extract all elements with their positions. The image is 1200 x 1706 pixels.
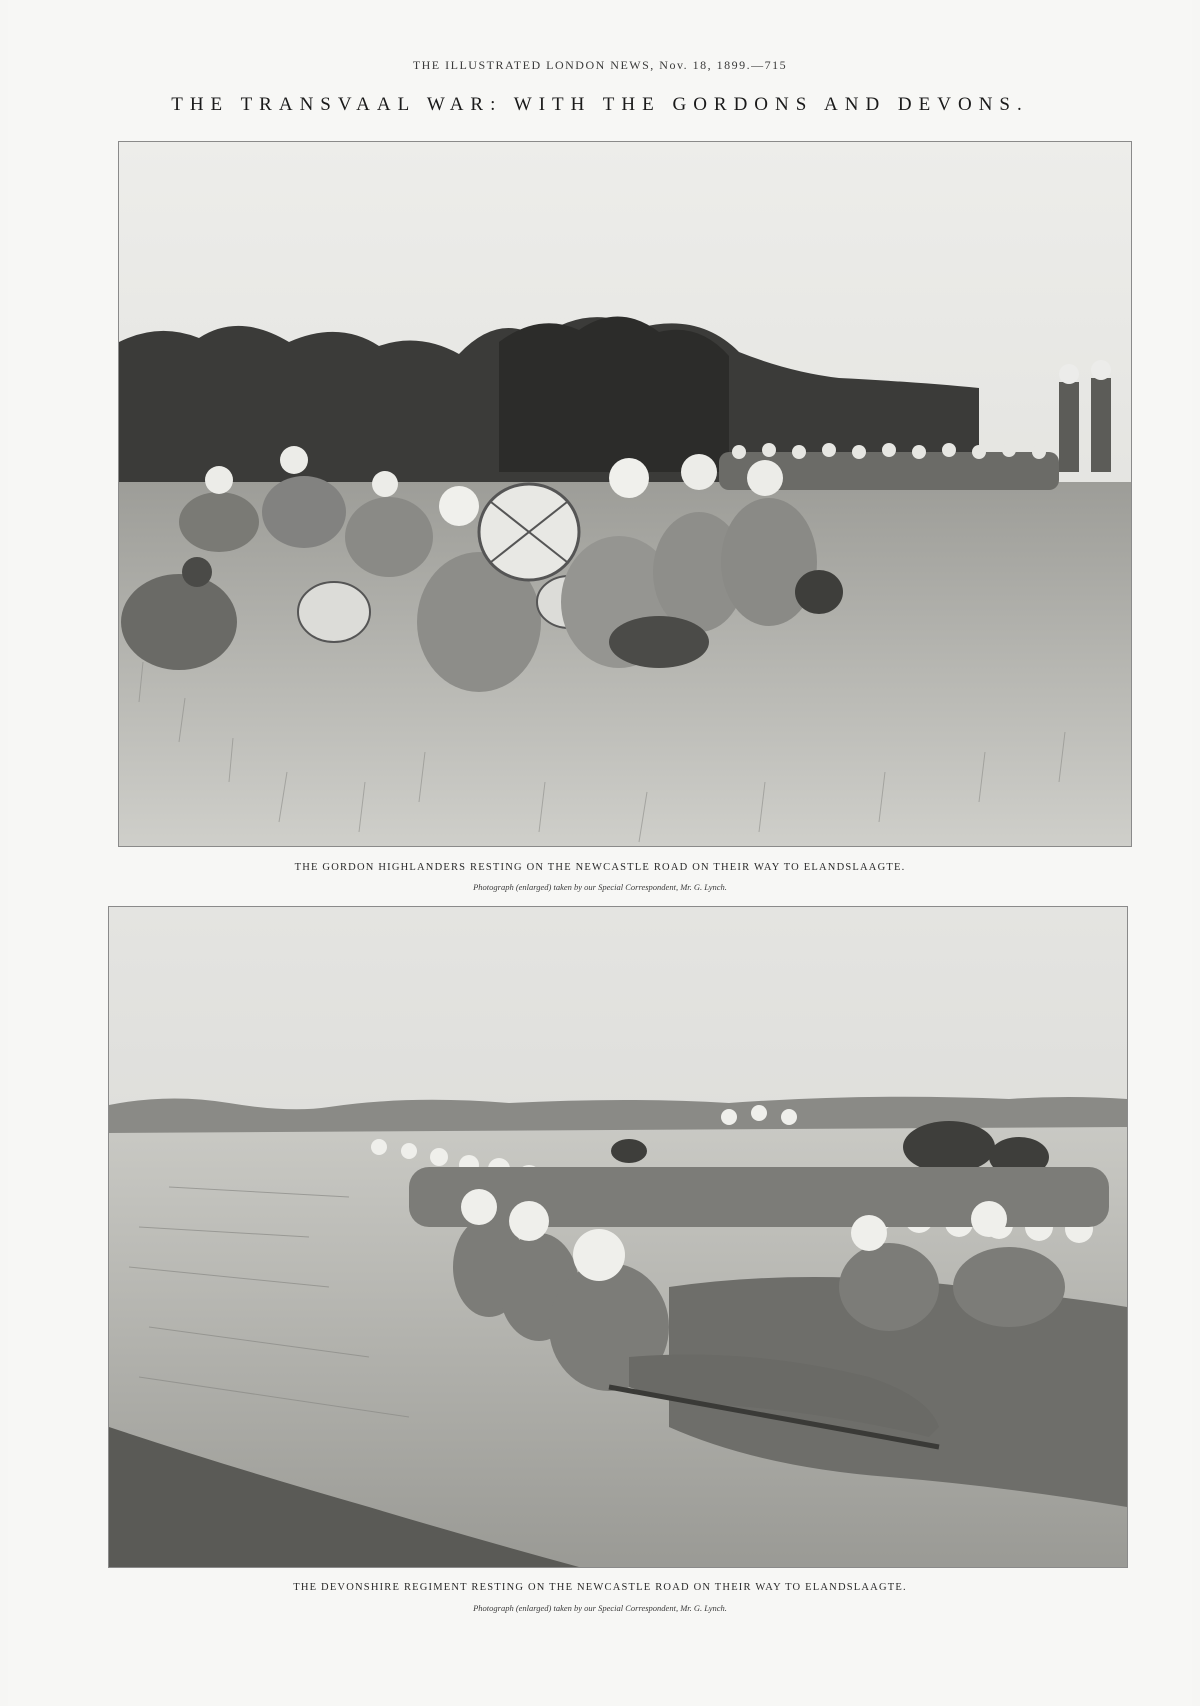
credit-gordon-highlanders: Photograph (enlarged) taken by our Special Correspondent, Mr. G. Lynch. <box>473 882 727 892</box>
credit-devonshire-regiment: Photograph (enlarged) taken by our Special Correspondent, Mr. G. Lynch. <box>473 1603 727 1613</box>
gordon-highlanders-engraving <box>119 142 1131 846</box>
page-title: THE TRANSVAAL WAR: WITH THE GORDONS AND DEVONS. <box>171 94 1029 115</box>
caption-devonshire-regiment: THE DEVONSHIRE REGIMENT RESTING ON THE NEWCASTLE ROAD ON THEIR WAY TO ELANDSLAAGTE. <box>293 1582 907 1593</box>
illustration-devonshire-regiment <box>108 906 1128 1568</box>
devonshire-regiment-engraving <box>109 907 1127 1567</box>
tree-cluster <box>499 316 729 472</box>
caption-gordon-highlanders: THE GORDON HIGHLANDERS RESTING ON THE NEWCASTLE ROAD ON THEIR WAY TO ELANDSLAAGTE. <box>294 862 906 873</box>
illustration-gordon-highlanders <box>118 141 1132 847</box>
running-head: THE ILLUSTRATED LONDON NEWS, Nov. 18, 1899.—715 <box>412 58 788 72</box>
